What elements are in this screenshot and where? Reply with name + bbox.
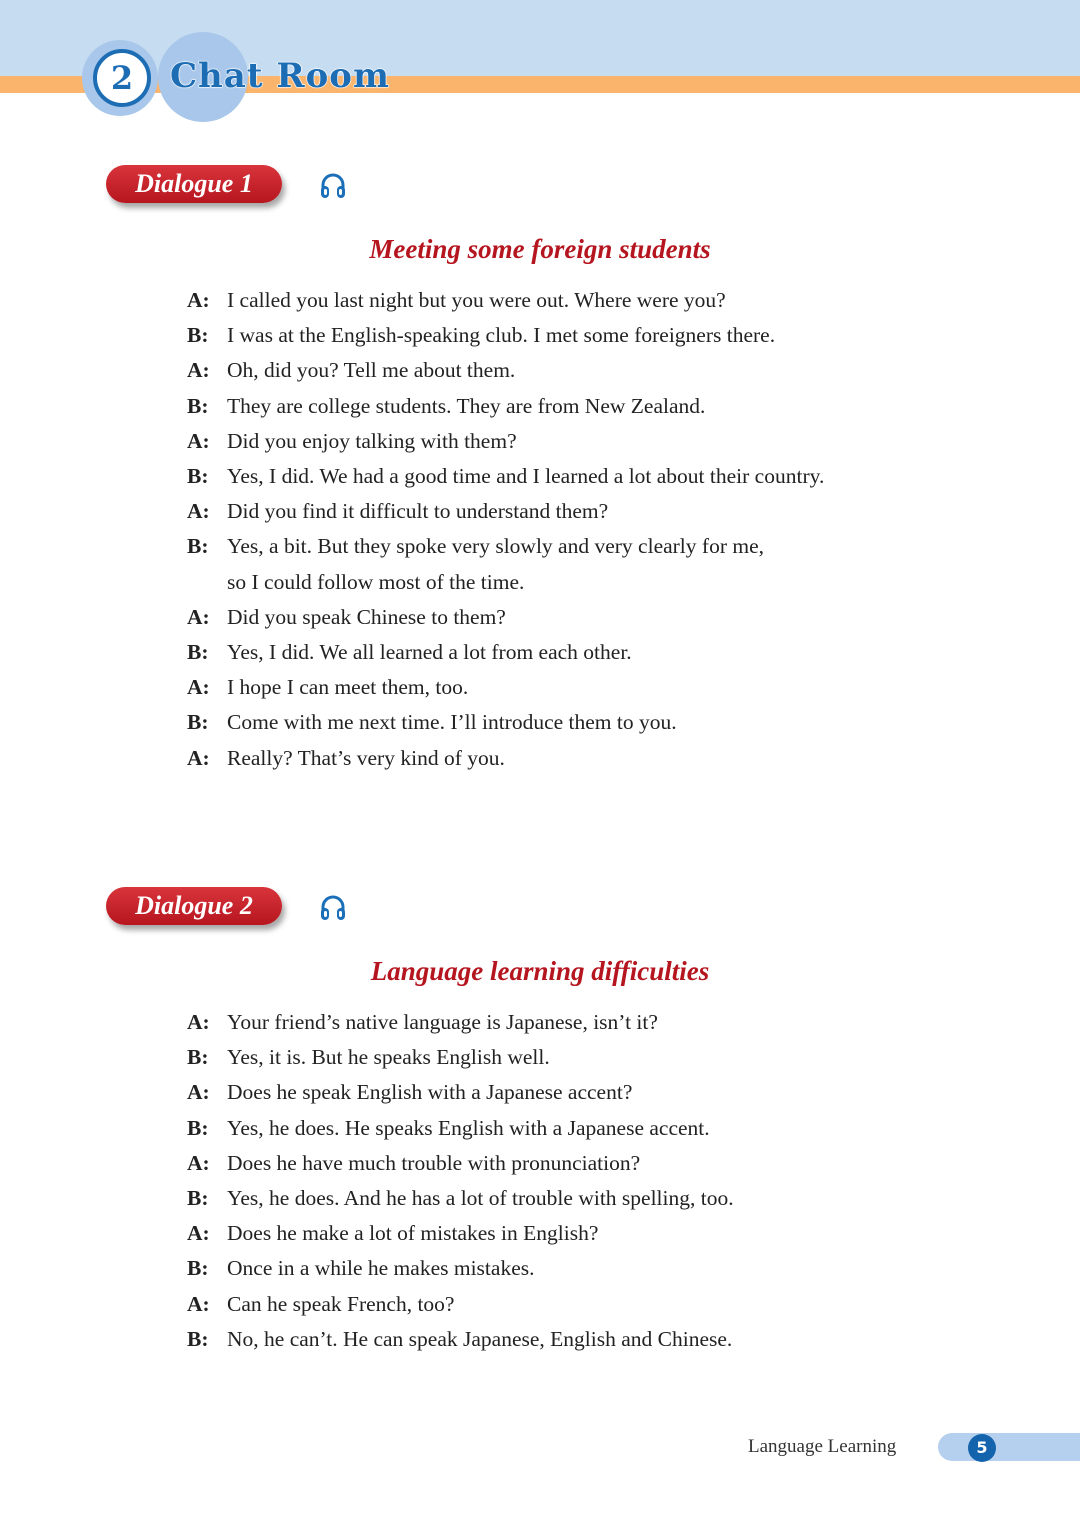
speaker: A:	[187, 745, 210, 770]
speaker: A:	[187, 675, 210, 700]
line-text: Yes, a bit. But they spoke very slowly and very clearly for me,	[227, 534, 764, 559]
dialogue-line	[187, 394, 705, 429]
dialogue-line	[187, 534, 764, 569]
line-text: Does he have much trouble with pronunciation?	[227, 1150, 641, 1175]
line-text: Yes, he does. He speaks English with a Japanese accent.	[227, 1115, 710, 1140]
speaker: B:	[187, 1186, 209, 1210]
speaker: B:	[187, 1326, 209, 1351]
line-text: I was at the English-speaking club. I met some foreigners there.	[227, 323, 776, 348]
speaker: B:	[187, 1115, 209, 1140]
speaker: B:	[187, 1256, 209, 1281]
dialogue-line	[187, 675, 468, 710]
dialogue-title: Language learning difficulties	[370, 956, 710, 986]
line-text: Can he speak French, too?	[227, 1291, 455, 1316]
line-text: I hope I can meet them, too.	[227, 675, 469, 700]
dialogue-line	[187, 1221, 598, 1256]
page-number-bar	[938, 1433, 1080, 1461]
speaker: B:	[187, 464, 209, 488]
dialogue-line	[187, 1292, 454, 1327]
speaker: B:	[187, 323, 209, 348]
dialogue-line	[187, 288, 726, 323]
dialogue-line	[187, 746, 505, 781]
speaker: B:	[187, 393, 209, 418]
speaker: A:	[187, 1080, 210, 1105]
line-text: Did you speak Chinese to them?	[227, 604, 506, 629]
dialogue-line	[187, 464, 824, 499]
dialogue-label: Dialogue 1	[106, 165, 282, 203]
headphones-icon[interactable]	[318, 171, 348, 201]
speaker: A:	[187, 1010, 210, 1034]
line-text: No, he can’t. He can speak Japanese, English and Chinese.	[227, 1326, 733, 1351]
line-text: They are college students. They are from New Zealand.	[227, 393, 706, 418]
speaker: A:	[187, 1150, 210, 1175]
dialogue-line	[187, 499, 608, 534]
dialogue-line	[187, 1080, 632, 1115]
line-text: Really? That’s very kind of you.	[227, 745, 505, 770]
dialogue-label: Dialogue 2	[106, 887, 282, 925]
dialogue-line	[187, 1151, 640, 1186]
dialogue-line	[187, 1256, 534, 1291]
speaker: A:	[187, 428, 210, 453]
line-text: I called you last night but you were out. Where were you?	[227, 288, 726, 312]
speaker: A:	[187, 358, 210, 383]
dialogue-line	[187, 710, 677, 745]
line-text: Yes, I did. We had a good time and I learned a lot about their country.	[227, 464, 825, 488]
dialogue-line	[187, 1010, 658, 1045]
dialogue-line	[187, 570, 524, 605]
dialogue-title: Meeting some foreign students	[369, 234, 711, 264]
dialogue-line	[187, 640, 632, 675]
line-text: so I could follow most of the time.	[227, 569, 525, 594]
speaker: A:	[187, 1221, 210, 1246]
footer-section: Language Learning	[748, 1436, 897, 1457]
dialogue-line	[187, 429, 517, 464]
speaker: A:	[187, 288, 210, 312]
speaker: A:	[187, 1291, 210, 1316]
line-text: Yes, it is. But he speaks English well.	[227, 1045, 550, 1070]
dialogue-line	[187, 1116, 710, 1151]
line-text: Does he make a lot of mistakes in English?	[227, 1221, 599, 1246]
line-text: Does he speak English with a Japanese accent?	[227, 1080, 633, 1105]
speaker: A:	[187, 499, 210, 524]
line-text: Yes, he does. And he has a lot of trouble with spelling, too.	[227, 1186, 734, 1210]
speaker: B:	[187, 534, 209, 559]
dialogue-line	[187, 1045, 550, 1080]
dialogue-line	[187, 605, 506, 640]
line-text: Your friend’s native language is Japanese, isn’t it?	[227, 1010, 658, 1034]
line-text: Once in a while he makes mistakes.	[227, 1256, 535, 1281]
dialogue-line	[187, 1186, 734, 1221]
speaker: A:	[187, 604, 210, 629]
dialogue-line	[187, 1327, 732, 1362]
page-title: Chat Room	[170, 56, 390, 96]
dialogue-line	[187, 358, 515, 393]
headphones-icon[interactable]	[318, 893, 348, 923]
speaker: B:	[187, 1045, 209, 1070]
line-text: Yes, I did. We all learned a lot from each other.	[227, 640, 632, 664]
page-number: 5	[968, 1434, 996, 1462]
unit-number: 2	[93, 49, 151, 107]
line-text: Did you find it difficult to understand them?	[227, 499, 609, 524]
line-text: Did you enjoy talking with them?	[227, 428, 517, 453]
line-text: Oh, did you? Tell me about them.	[227, 358, 516, 383]
dialogue-line	[187, 323, 775, 358]
speaker: B:	[187, 710, 209, 735]
line-text: Come with me next time. I’ll introduce them to you.	[227, 710, 677, 735]
speaker: B:	[187, 640, 209, 664]
